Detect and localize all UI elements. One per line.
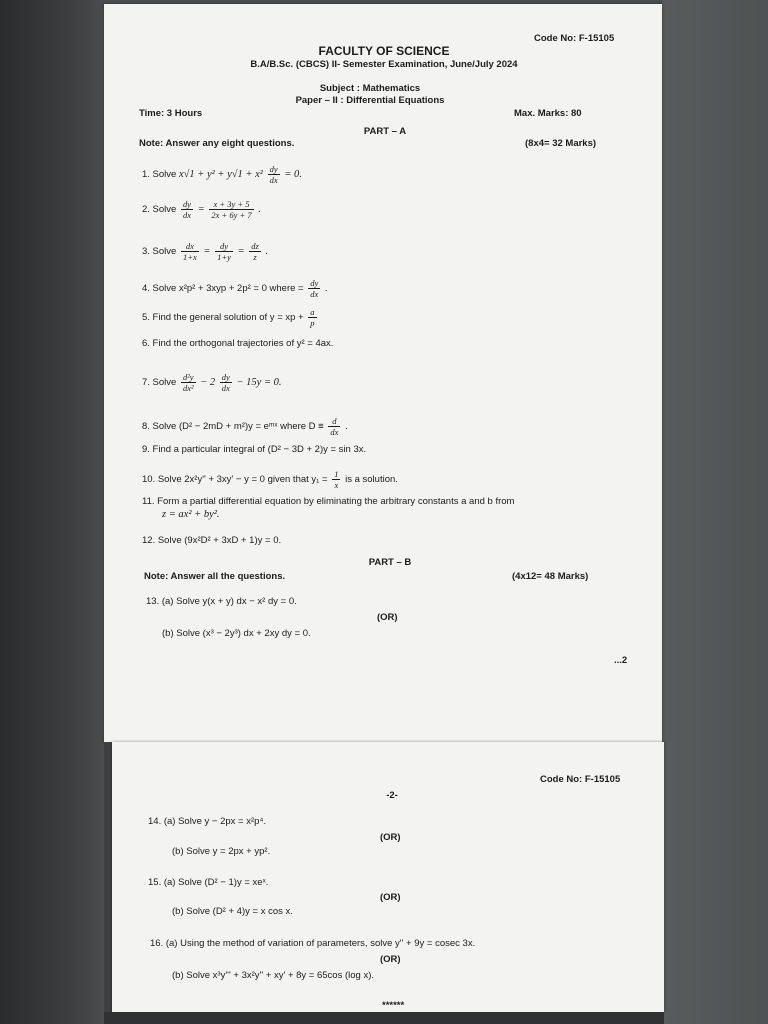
question-8: 8. Solve (D² − 2mD + m²)y = eᵐˣ where D ≡ $\frac{d}{dx}$ . bbox=[142, 416, 348, 437]
question-6: 6. Find the orthogonal trajectories of y² = 4ax. bbox=[142, 338, 334, 349]
note-part-b: Note: Answer all the questions. bbox=[144, 571, 286, 582]
question-14b: (b) Solve y = 2px + yp². bbox=[172, 846, 271, 857]
end-marker: ****** bbox=[382, 1000, 405, 1011]
question-15a: 15. (a) Solve (D² − 1)y = xeˣ. bbox=[148, 877, 269, 888]
question-9: 9. Find a particular integral of (D² − 3D + 2)y = sin 3x. bbox=[142, 444, 367, 455]
exam-page-2 bbox=[112, 742, 664, 1012]
note-part-a: Note: Answer any eight questions. bbox=[139, 138, 295, 149]
or-separator: (OR) bbox=[380, 832, 401, 843]
max-marks: Max. Marks: 80 bbox=[514, 108, 582, 119]
question-2: 2. Solve $\frac{dy}{dx}$ = $\frac{x + 3y + 5}{2x + 6y + 7}$ . bbox=[142, 199, 261, 220]
question-16a: 16. (a) Using the method of variation of parameters, solve y'' + 9y = cosec 3x. bbox=[150, 938, 476, 949]
continued-marker: ...2 bbox=[614, 655, 628, 666]
question-3: 3. Solve $\frac{dx}{1+x}$ = $\frac{dy}{1+y}$ = $\frac{dz}{z}$ . bbox=[142, 241, 269, 262]
faculty-title: FACULTY OF SCIENCE bbox=[318, 44, 450, 58]
question-11: 11. Form a partial differential equation by eliminating the arbitrary constants a and b from bbox=[142, 496, 515, 507]
question-13a: 13. (a) Solve y(x + y) dx − x² dy = 0. bbox=[146, 596, 297, 607]
exam-title: B.A/B.Sc. (CBCS) II- Semester Examination, June/July 2024 bbox=[250, 59, 518, 70]
question-15b: (b) Solve (D² + 4)y = x cos x. bbox=[172, 906, 293, 917]
question-4: 4. Solve x²p² + 3xyp + 2p² = 0 where = $\frac{dy}{dx}$ . bbox=[142, 278, 328, 299]
paper-line: Paper – II : Differential Equations bbox=[295, 95, 445, 106]
question-11-equation: z = ax² + by². bbox=[162, 509, 220, 520]
code-number: Code No: F-15105 bbox=[540, 774, 621, 785]
marks-part-a: (8x4= 32 Marks) bbox=[525, 138, 597, 149]
time-line: Time: 3 Hours bbox=[139, 108, 203, 119]
question-1: 1. Solve x√1 + y² + y√1 + x² $\frac{dy}{dx}$ = 0. bbox=[142, 164, 302, 185]
question-13b: (b) Solve (x³ − 2y³) dx + 2xy dy = 0. bbox=[162, 628, 311, 639]
part-b-heading: PART – B bbox=[368, 557, 412, 568]
or-separator: (OR) bbox=[380, 954, 401, 965]
question-5: 5. Find the general solution of y = xp + $\frac{a}{p}$ bbox=[142, 307, 315, 328]
question-10: 10. Solve 2x²y'' + 3xy' − y = 0 given that y₁ = $\frac{1}{x}$ is a solution. bbox=[142, 469, 398, 490]
code-number: Code No: F-15105 bbox=[534, 33, 615, 44]
question-7: 7. Solve $\frac{\text{d²y}}{\text{dx²}}$ − 2 $\frac{dy}{dx}$ − 15y = 0. bbox=[142, 372, 282, 393]
page-gap bbox=[104, 742, 112, 1012]
part-a-heading: PART – A bbox=[363, 126, 407, 137]
subject-line: Subject : Mathematics bbox=[319, 83, 421, 94]
question-16b: (b) Solve x³y''' + 3x²y'' + xy' + 8y = 65cos (log x). bbox=[172, 970, 375, 981]
background-left bbox=[0, 0, 104, 1024]
or-separator: (OR) bbox=[380, 892, 401, 903]
or-separator: (OR) bbox=[377, 612, 398, 623]
exam-page-1 bbox=[104, 4, 662, 742]
background-bottom bbox=[104, 1012, 664, 1024]
question-14a: 14. (a) Solve y − 2px = x²p⁴. bbox=[148, 816, 267, 827]
background-right bbox=[662, 0, 768, 1024]
page-number: -2- bbox=[386, 790, 398, 801]
question-12: 12. Solve (9x²D² + 3xD + 1)y = 0. bbox=[142, 535, 282, 546]
marks-part-b: (4x12= 48 Marks) bbox=[512, 571, 589, 582]
